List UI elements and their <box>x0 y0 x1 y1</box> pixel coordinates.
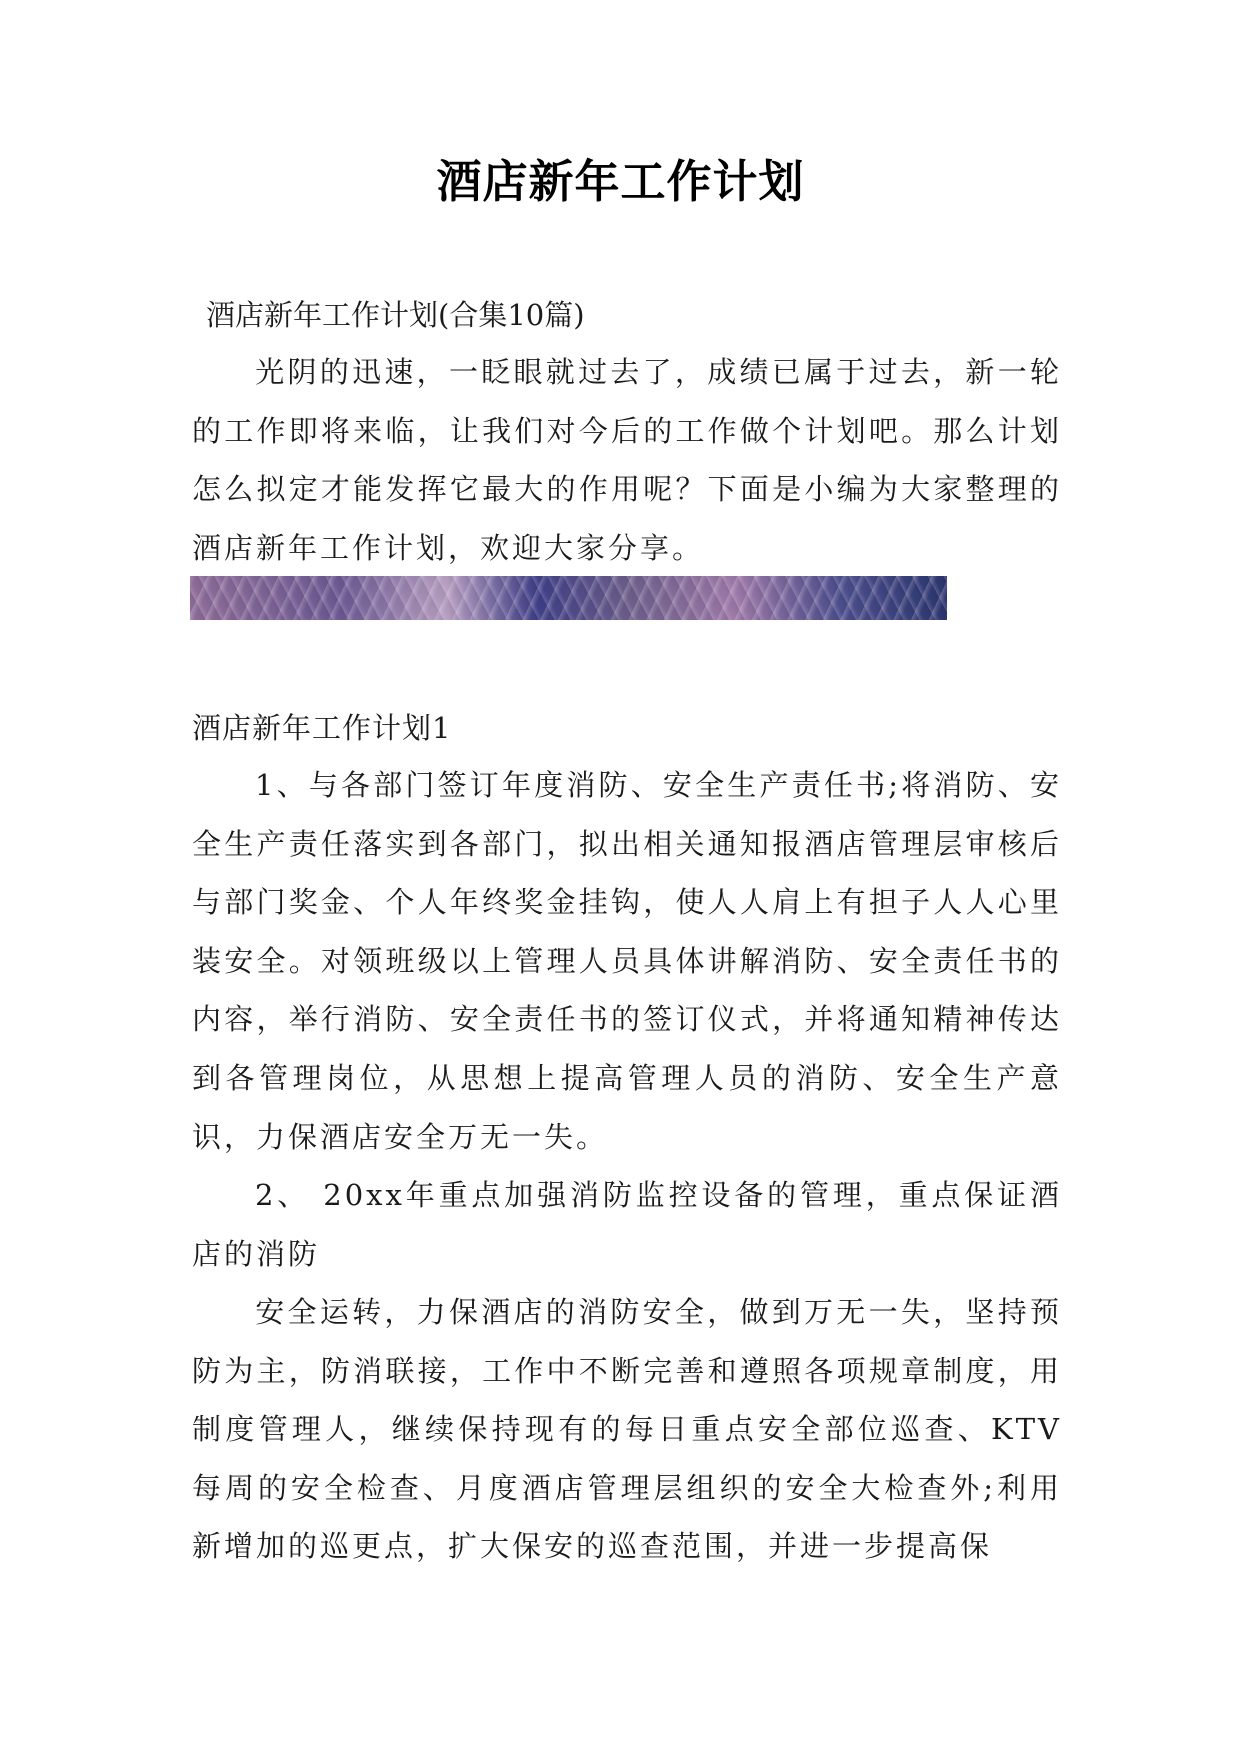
document-title: 酒店新年工作计划 <box>436 155 805 208</box>
paragraph-3 <box>192 1283 1062 1576</box>
paragraph-text: 2、 20xx年重点加强消防监控设备的管理，重点保证酒店的消防 <box>192 1178 1062 1271</box>
paragraph-text: 1、与各部门签订年度消防、安全生产责任书;将消防、安全生产责任落实到各部门，拟出相关通知报酒店管理层审核后与部门奖金、个人年终奖金挂钩，使人人肩上有担子人人心里装安全。对领班级以上管理人员具体讲解消防、安全责任书的内容，举行消防、安全责任书的签订仪式，并将通知精神传达到各管理岗位，从思想上提高管理人员的消防、安全生产意识，力保酒店安全万无一失。 <box>192 768 1062 1154</box>
document-subtitle: 酒店新年工作计划(合集10篇) <box>206 298 585 332</box>
section-heading: 酒店新年工作计划1 <box>192 711 452 745</box>
fireworks-banner-image <box>190 576 947 620</box>
paragraph-1 <box>192 756 1062 1166</box>
intro-text: 光阴的迅速，一眨眼就过去了，成绩已属于过去，新一轮的工作即将来临，让我们对今后的工作做个计划吧。那么计划怎么拟定才能发挥它最大的作用呢？下面是小编为大家整理的酒店新年工作计划，欢迎大家分享。 <box>192 355 1062 565</box>
intro-paragraph <box>192 343 1062 577</box>
paragraph-text: 安全运转，力保酒店的消防安全，做到万无一失，坚持预防为主，防消联接，工作中不断完善和遵照各项规章制度，用制度管理人，继续保持现有的每日重点安全部位巡查、KTV每周的安全检查、月度酒店管理层组织的安全大检查外;利用新增加的巡更点，扩大保安的巡查范围，并进一步提高保 <box>192 1295 1062 1564</box>
paragraph-2 <box>192 1166 1062 1283</box>
